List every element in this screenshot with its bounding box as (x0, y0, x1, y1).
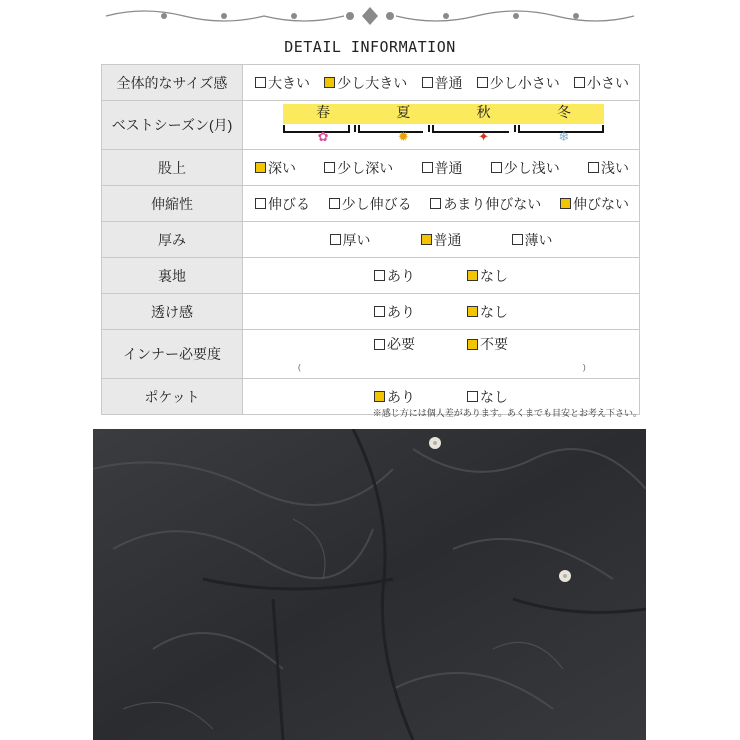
checkbox (477, 77, 488, 88)
row-label: 股上 (102, 150, 243, 186)
row-label: 厚み (102, 222, 243, 258)
flower-icon: ✿ (317, 129, 329, 144)
option: なし (467, 387, 508, 407)
option: 伸びる (255, 194, 310, 214)
row-label: ベストシーズン(月) (102, 101, 243, 150)
option: 普通 (421, 230, 462, 250)
checkbox (255, 198, 266, 209)
fabric-photo (93, 429, 646, 740)
checkbox (491, 162, 502, 173)
paren-open: ( (298, 363, 301, 372)
season-bar (283, 104, 604, 124)
season-scale (243, 101, 639, 149)
option: なし (467, 302, 508, 322)
row-label: 裏地 (102, 258, 243, 294)
row-label: 伸縮性 (102, 186, 243, 222)
checkbox (374, 339, 385, 350)
checkbox (574, 77, 585, 88)
option: 大きい (255, 73, 310, 93)
option: 厚い (330, 230, 371, 250)
option: 普通 (422, 158, 463, 178)
checkbox (422, 77, 433, 88)
checkbox (588, 162, 599, 173)
checkbox (374, 391, 385, 402)
option: 深い (255, 158, 296, 178)
option: 必要 (374, 334, 415, 354)
checkbox (467, 270, 478, 281)
option: あり (374, 266, 415, 286)
disclaimer-note: ※感じ方には個人差があります。あくまでも目安とお考え下さい。 (372, 408, 642, 418)
detail-table (101, 64, 640, 415)
table-row (102, 258, 640, 294)
page-title: DETAIL INFORMATION (284, 38, 456, 56)
option: 伸びない (560, 194, 629, 214)
season-summer: 夏 (396, 106, 411, 121)
checkbox (374, 270, 385, 281)
size-options (243, 73, 639, 93)
row-label: インナー必要度 (102, 330, 243, 379)
maple-leaf-icon: ✦ (478, 129, 490, 144)
rise-options (243, 158, 639, 178)
paren-close: ) (583, 363, 586, 372)
checkbox (467, 339, 478, 350)
row-label: 透け感 (102, 294, 243, 330)
checkbox (374, 306, 385, 317)
option: 不要 (467, 334, 508, 354)
checkbox (255, 162, 266, 173)
lining-options (243, 266, 639, 286)
table-row (102, 186, 640, 222)
checkbox (467, 391, 478, 402)
option: あり (374, 387, 415, 407)
checkbox (255, 77, 266, 88)
season-winter: 冬 (556, 106, 571, 121)
option: 少し伸びる (329, 194, 412, 214)
checkbox (422, 162, 433, 173)
table-row (102, 101, 640, 150)
pocket-options (243, 387, 639, 407)
option: あまり伸びない (430, 194, 541, 214)
option: 少し浅い (491, 158, 560, 178)
checkbox (421, 234, 432, 245)
option: 少し深い (324, 158, 393, 178)
table-row (102, 65, 640, 101)
option: あり (374, 302, 415, 322)
season-autumn: 秋 (476, 106, 491, 121)
sheerness-options (243, 302, 639, 322)
checkbox (324, 162, 335, 173)
row-label: 全体的なサイズ感 (102, 65, 243, 101)
checkbox (329, 198, 340, 209)
season-spring: 春 (316, 106, 331, 121)
decorative-ornament (104, 4, 636, 28)
table-row (102, 222, 640, 258)
checkbox (560, 198, 571, 209)
checkbox (330, 234, 341, 245)
table-row (102, 150, 640, 186)
option: 薄い (512, 230, 553, 250)
checkbox (512, 234, 523, 245)
option: 浅い (588, 158, 629, 178)
checkbox (467, 306, 478, 317)
inner-need-options (243, 330, 639, 378)
option: 普通 (422, 73, 463, 93)
checkbox (430, 198, 441, 209)
option: 小さい (574, 73, 629, 93)
snowflake-icon: ❄ (558, 129, 570, 144)
option: 少し大きい (324, 73, 407, 93)
sunflower-icon: ✹ (397, 129, 409, 144)
thickness-options (243, 230, 639, 250)
row-label: ポケット (102, 379, 243, 415)
table-row (102, 330, 640, 379)
checkbox (324, 77, 335, 88)
option: なし (467, 266, 508, 286)
table-row (102, 294, 640, 330)
stretch-options (243, 194, 639, 214)
option: 少し小さい (477, 73, 560, 93)
